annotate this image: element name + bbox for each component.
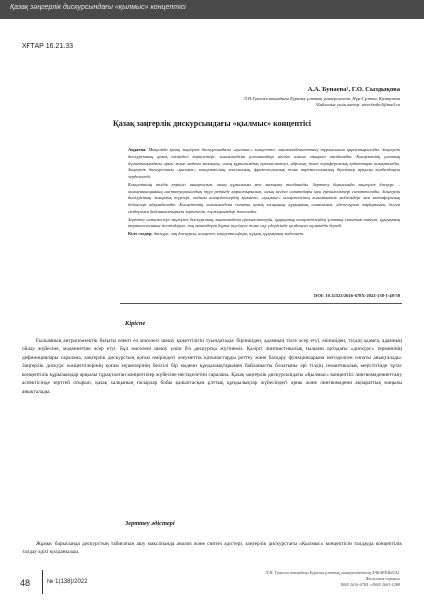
running-title: Қазақ зәңгерлік дискурсындағы «қылмыс» концептісі: [10, 4, 186, 11]
affiliation: [244, 96, 400, 108]
page-footer: [0, 568, 424, 600]
article-title: Қазақ заңгерлік дискурсындағы «қылмыс» концептісі: [113, 119, 311, 128]
abstract-text-1: Мақалада қазақ заңгерлік дискурсындағы «қылмыс» концептісі лингвомәдениеттану тұрғысынан қарастырылады. Заңгерлік дискурсының қазақ тіліндегі көріністері, лингвомәдени ұстанымдар негізге алына отырып талданады. Концептінің ұлттық дүниетанымдағы орны және мәдени мазмұны, оның құрылымдық ерекшеліктері, ядролық және перифериялық қабаттары анықталады. Заңгерлік дискурстағы «қылмыс» концептісінің лексикалық, фразеологиялық және паремиологиялық бірліктер арқылы вербалдануы зерделенеді.: [128, 147, 401, 179]
intro-paragraph: Ғылымның антропоөзектік бағыты өзекті ел мәселесі шешу қажеттілігін туындатады: біріншіден, адамның тілге әсер етуі, екіншіден, тілдің адамға, адамның ойлау жүйесіне, мәдениетіне әсер етуі. Бұл мәселені шешу үшін біз дискурсқа жүгінеміз. Қазіргі лингвистикалық ғылыми ортадағы «дискурс» терминінің дефинициялары саралана, заңгерлік дискурстың қоғам өміріндегі әлеуметтік қатынастарды реттеу және басқару функцияларына негізделген сипаты анықталады. Заңгерлік дискурс концептілерінің қоғам мүшелерінің белгілі бір мәдени құндылықтарымен байланысты болатыны әрі тілдің семантикалық кеңістігінде тұтас концептілік құрылымдар арқылы тұрақталған концептілер жүйесіне негізделетіні саралана. Қазақ заңгерлік дискурсындағы «Қылмыс» концептісі лингвомәдениеттану аспектісінде зерттей отырып, қазақ халқының ғасырлар бойы қалыптасқан ұлттық құндылықтар жүйесіндегі орны және лингвомәдени ақпараттық маңызы анықталады.: [22, 338, 402, 395]
doi: DOI: 10.32523/2616-678X-2022-138-1-48-58: [314, 293, 400, 298]
issue-number: № 1(138)/2022: [47, 579, 88, 585]
abstract-paragraph-3: Зерттеу нәтижелері заңгерлік дискурстың лингвомәдени ерекшеліктерін, құқықтық концептілердің ұлттық сипатын тануға, құқықтық терминологияны жетілдіруге, заң мәтіндерін дұрыс түсінуге және оқу үдерісінде қолдануға мүмкіндік береді.: [128, 216, 400, 229]
divider: [120, 303, 402, 304]
page-number: 48: [20, 578, 31, 588]
methods-paragraph: Жұмыс барысында дискурстың табиғатын ашу мақсатында анализ және синтез әдістері, заңгерлік дискурстағы «Қылмыс» концептісін талдауда концептілік талдау әдісі қолданылды.: [22, 541, 402, 556]
classification-code: ХҒТАР 16.21.33: [22, 43, 74, 50]
keywords-line: [128, 231, 400, 238]
journal-series: Филология сериясы: [365, 575, 400, 581]
journal-info: [266, 570, 400, 588]
issue-box: [42, 570, 87, 594]
methods-heading: Зерттеу әдістері: [125, 520, 175, 527]
journal-name: Л.Н. Гумилев атындағы Еуразия ұлттық университетінің ХАБАРШЫСЫ.: [265, 570, 400, 575]
intro-heading: Кіріспе: [125, 320, 146, 327]
abstract-paragraph-1: [128, 147, 400, 181]
keywords-label: Кілт сөздер:: [128, 231, 153, 236]
abstract-paragraph-2: Концептінің тілдік көрінісі анықталып, оның құрылымы мен мазмұны талданады. Зерттеу барысында заңгерлік дискурс – коммуникацияның институционалдық түрі ретінде қарастырылып, оның негізгі сипаттары мен ерекшеліктері сипатталады. Заңгерлік дискурстың жанрлық түрлері, ондағы концептілердің қызметі, «қылмыс» концептісінің когнитивтік модельдері мен метафоралық бейнелері айқындалады. Концептінің лингвомәдени сипаты қазақ халқының құқықтық санасымен, әдет-ғұрып заңдарымен, билер сөздерімен байланыстырыла зерттеліп, тұжырымдар жасалады.: [128, 181, 400, 214]
affiliation-university: Л.Н.Гумилев атындағы Еуразия ұлттық университеті, Нұр-Сұлтан, Қазақстан: [243, 96, 400, 101]
keywords: дискурс, заң дискурсы, концепт, концептосфера, құқық, құқықтық мәдениет.: [153, 231, 305, 236]
abstract: [128, 147, 400, 239]
journal-issn: ISSN 2616-678X. eISSN 2663-1288: [340, 581, 400, 587]
affiliation-contact: ¹Байланыс үшін автор: aina-baibol@mail.ru: [315, 102, 400, 108]
authors: А.А. Бунаева¹, Г.О. Сыздықова: [307, 86, 400, 93]
abstract-label: Аңдатпа.: [128, 147, 147, 152]
running-header: [0, 0, 424, 19]
